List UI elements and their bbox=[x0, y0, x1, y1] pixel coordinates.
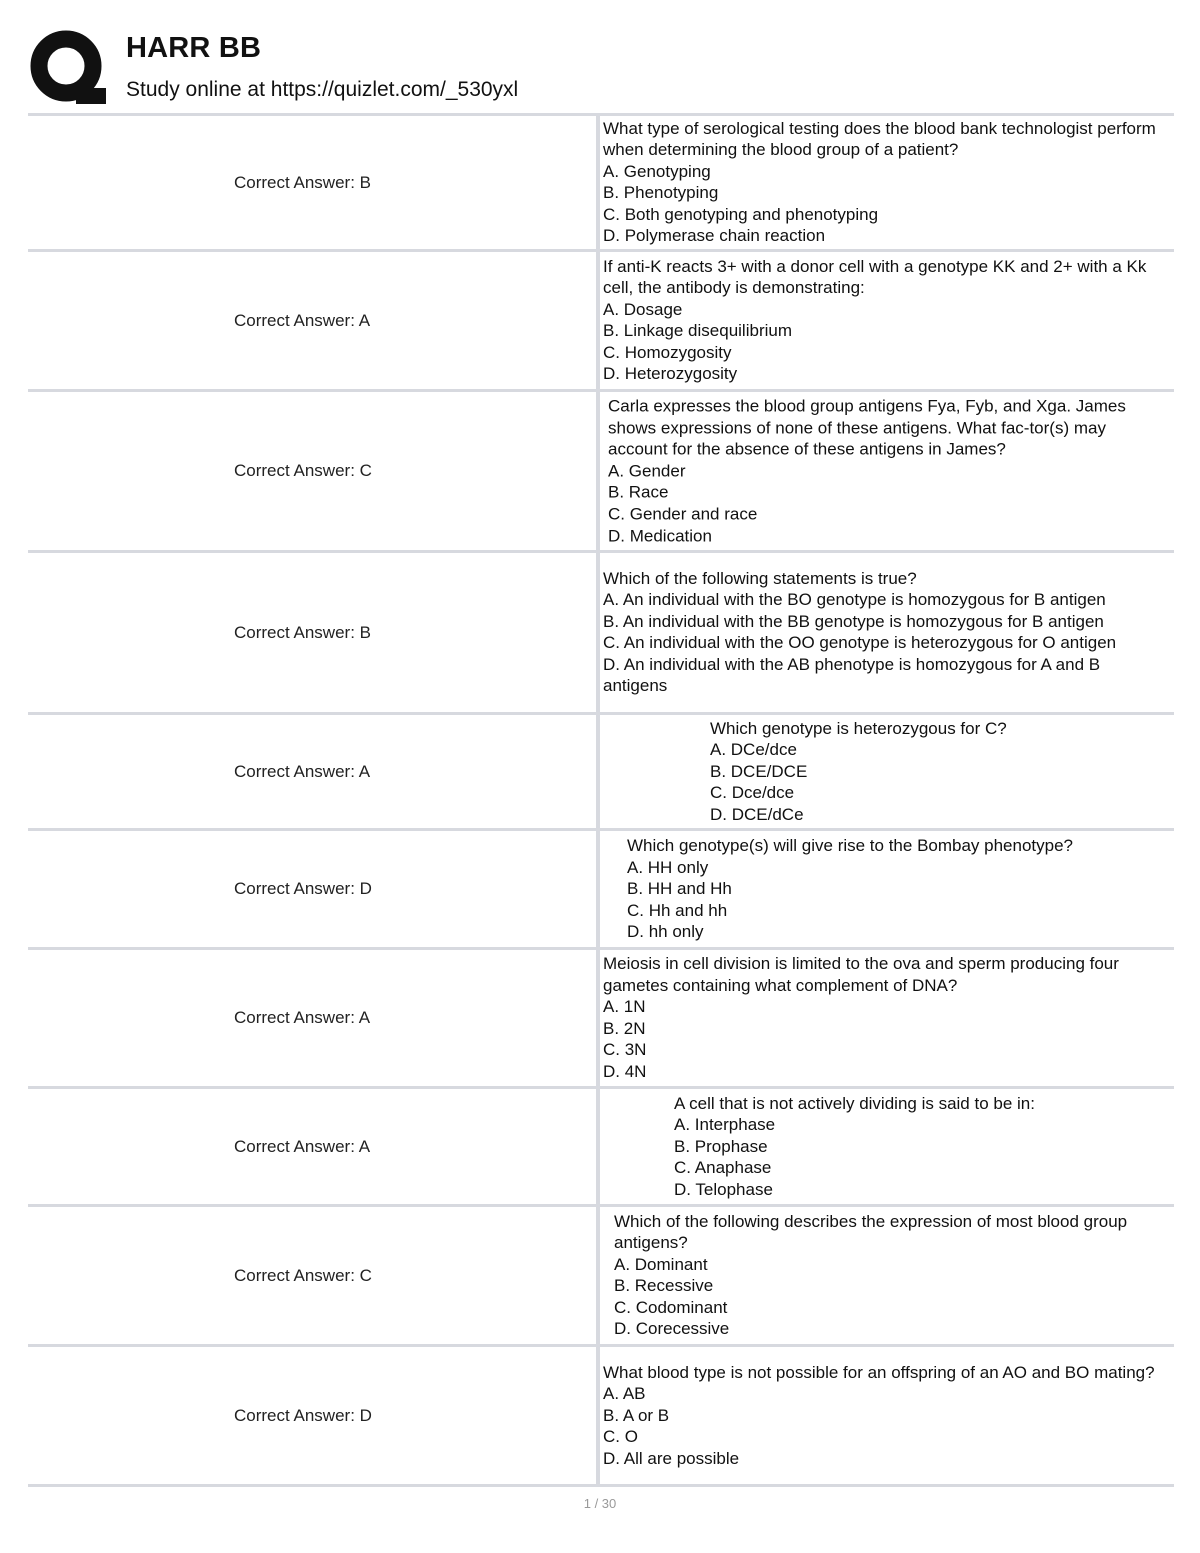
column-divider bbox=[596, 392, 600, 550]
column-divider bbox=[596, 1347, 600, 1484]
column-divider bbox=[596, 950, 600, 1086]
flashcard-list bbox=[28, 116, 1174, 1487]
page-header bbox=[28, 26, 1178, 112]
answer-text: Correct Answer: B bbox=[234, 622, 371, 642]
column-divider bbox=[596, 1089, 600, 1204]
flashcard bbox=[28, 831, 1174, 950]
study-url[interactable]: Study online at https://quizlet.com/_530yxl bbox=[126, 78, 519, 101]
page-number: 1 / 30 bbox=[583, 1496, 617, 1511]
question-text: Which genotype(s) will give rise to the Bombay phenotype? A. HH only B. HH and Hh C. Hh and hh D. hh only bbox=[627, 836, 1074, 942]
flashcard bbox=[28, 116, 1174, 252]
question-text: If anti-K reacts 3+ with a donor cell with a genotype KK and 2+ with a Kk cell, the antibody is demonstrating: A. Dosage B. Linkage disequilibrium C. Homozygosity D. Heterozygosity bbox=[603, 256, 1147, 384]
question-text: Which of the following describes the expression of most blood group antigens? A. Dominant B. Recessive C. Codominant D. Corecessive bbox=[614, 1211, 1128, 1339]
flashcard bbox=[28, 392, 1174, 553]
answer-text: Correct Answer: C bbox=[234, 1265, 372, 1285]
column-divider bbox=[596, 1207, 600, 1344]
column-divider bbox=[596, 252, 600, 389]
flashcard bbox=[28, 715, 1174, 831]
question-text: Carla expresses the blood group antigens Fya, Fyb, and Xga. James shows expressions of none of these antigens. What fac-tor(s) may account for the absence of these antigens in James? A. Gender B. Race C. Gender and race D. Medication bbox=[608, 396, 1126, 545]
answer-text: Correct Answer: B bbox=[234, 172, 371, 192]
answer-text: Correct Answer: C bbox=[234, 461, 372, 480]
answer-text: Correct Answer: A bbox=[234, 761, 371, 781]
flashcard bbox=[28, 553, 1174, 715]
column-divider bbox=[596, 831, 600, 947]
set-title: HARR BB bbox=[126, 32, 262, 64]
column-divider bbox=[596, 553, 600, 712]
question-text: A cell that is not actively dividing is said to be in: A. Interphase B. Prophase C. Anaphase D. Telophase bbox=[674, 1093, 1035, 1199]
answer-text: Correct Answer: D bbox=[234, 879, 372, 898]
flashcard bbox=[28, 1347, 1174, 1487]
answer-text: Correct Answer: A bbox=[234, 1008, 371, 1027]
question-text: Which genotype is heterozygous for C? A. DCe/dce B. DCE/DCE C. Dce/dce D. DCE/dCe bbox=[710, 718, 1007, 824]
flashcard bbox=[28, 1089, 1174, 1207]
flashcard bbox=[28, 950, 1174, 1089]
flashcard bbox=[28, 252, 1174, 392]
column-divider bbox=[596, 116, 600, 249]
question-text: Which of the following statements is true? A. An individual with the BO genotype is homozygous for B antigen B. An individual with the BB genotype is homozygous for B antigen C. An individual with the OO genotype is heterozygous for O antigen D. An individual with the AB phenotype is homozygous for A and B antigens bbox=[603, 568, 1117, 696]
question-text: What blood type is not possible for an offspring of an AO and BO mating? A. AB B. A or B C. O D. All are possible bbox=[603, 1362, 1155, 1468]
question-text: What type of serological testing does the blood bank technologist perform when determining the blood group of a patient? A. Genotyping B. Phenotyping C. Both genotyping and phenotyping D. Polymerase chain reaction bbox=[603, 118, 1156, 246]
quizlet-q-logo-icon bbox=[30, 30, 106, 106]
flashcard bbox=[28, 1207, 1174, 1347]
answer-text: Correct Answer: D bbox=[234, 1405, 372, 1425]
column-divider bbox=[596, 715, 600, 828]
answer-text: Correct Answer: A bbox=[234, 310, 371, 330]
answer-text: Correct Answer: A bbox=[234, 1136, 371, 1156]
question-text: Meiosis in cell division is limited to the ova and sperm producing four gametes containing what complement of DNA? A. 1N B. 2N C. 3N D. 4N bbox=[603, 954, 1119, 1082]
